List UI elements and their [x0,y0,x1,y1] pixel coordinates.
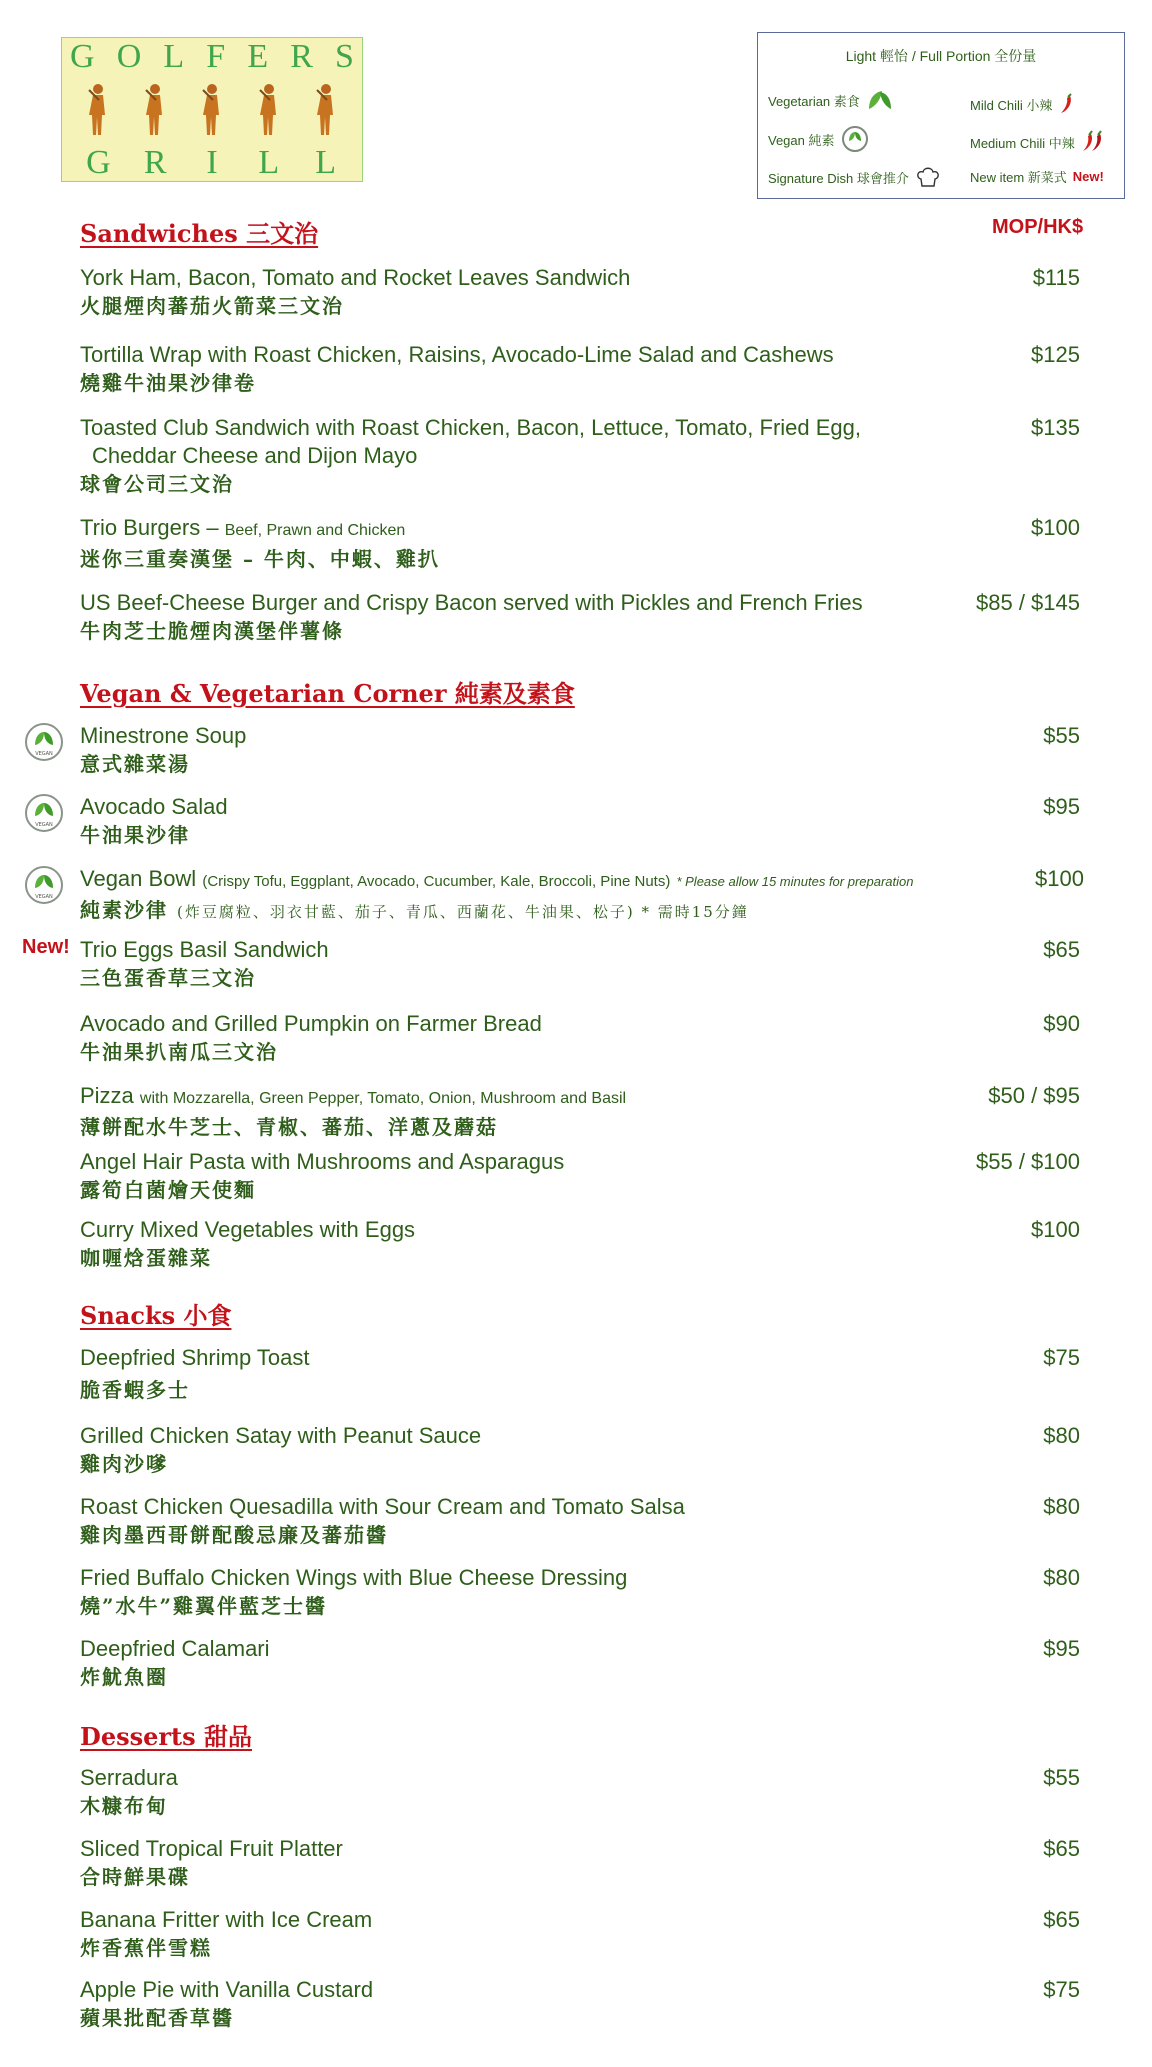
item-price: $55 [1043,723,1080,748]
item-name-en: Serradura [80,1765,178,1790]
item-name-zh: 炸魷魚圈 [80,1665,168,1689]
logo-letter: R [143,144,167,181]
golfer-icon [311,82,341,138]
menu-item [80,1422,1080,1478]
item-name-zh: 球會公司三文治 [80,472,234,496]
item-price: $90 [1043,1011,1080,1036]
golfer-icon [197,82,227,138]
item-name-en: Sliced Tropical Fruit Platter [80,1836,343,1861]
menu-item [80,341,1080,397]
item-name-zh: 三色蛋香草三文治 [80,966,256,990]
item-name-en: Apple Pie with Vanilla Custard [80,1977,374,2002]
item-name-zh: 咖喱焓蛋雜菜 [80,1246,212,1270]
legend-medium-chili: Medium Chili 中辣 [970,130,1107,154]
legend-vegan: Vegan 純素 [768,125,869,153]
golfer-icon [83,82,113,138]
item-price: $115 [1032,265,1080,290]
item-price: $75 [1043,1345,1080,1370]
item-name-en: Avocado and Grilled Pumpkin on Farmer Bread [80,1011,542,1036]
menu-item [80,264,1080,320]
logo-letter: R [290,38,313,75]
item-price: $55 [1043,1765,1080,1790]
logo-letter: L [258,144,280,181]
logo-letter: L [163,38,185,75]
vegan-icon [841,125,869,153]
legend-box [757,32,1125,199]
new-badge: New! [22,936,70,958]
item-price: $135 [1031,415,1080,440]
logo-top-letters [62,38,362,76]
menu-item [80,1148,1080,1204]
logo-letter: G [70,38,95,75]
menu-item [80,589,1080,645]
item-name-zh: 燒”水牛”雞翼伴藍芝士醬 [80,1594,328,1618]
menu-item [80,1976,1080,2032]
legend-new-item: New item 新菜式 New! [970,169,1104,185]
menu-item [80,1010,1080,1066]
item-name-en: Trio Burgers – Beef, Prawn and Chicken [80,515,406,540]
vegan-icon [24,865,64,905]
vegan-icon [24,793,64,833]
svg-text:VEGAN: VEGAN [35,894,53,900]
item-name-zh: 迷你三重奏漢堡 – 牛肉、中蝦、雞扒 [80,547,440,571]
item-name-en: Vegan Bowl (Crispy Tofu, Eggplant, Avocado, Cucumber, Kale, Broccoli, Pine Nuts) * Please allow 15 minutes for preparation [80,866,914,891]
item-price: $55 / $100 [976,1149,1080,1174]
leaf-icon [866,89,894,111]
item-price: $100 [1035,866,1084,891]
item-name-en: Toasted Club Sandwich with Roast Chicken, Bacon, Lettuce, Tomato, Fried Egg, [80,415,862,440]
legend-title: Light 輕怡 / Full Portion 全份量 [845,48,1037,64]
menu-item [80,1906,1080,1962]
menu-item [80,414,1080,498]
item-name-zh: 脆香蝦多士 [80,1378,190,1402]
item-name-en: Trio Eggs Basil Sandwich [80,937,329,962]
menu-item [80,936,1080,992]
item-price: $65 [1043,937,1080,962]
section-title-vegan-vegetarian: Vegan & Vegetarian Corner 純素及素食 [80,679,575,708]
item-name-en: Banana Fritter with Ice Cream [80,1907,373,1932]
menu-item [80,1835,1080,1891]
section-title-snacks: Snacks 小食 [80,1301,232,1330]
item-price: $75 [1043,1977,1080,2002]
item-name-zh: 牛油果扒南瓜三文治 [80,1040,278,1064]
golfer-figures [70,82,354,138]
menu-item [80,1216,1080,1272]
golfer-icon [140,82,170,138]
item-name-zh: 木糠布甸 [80,1794,168,1818]
item-price: $95 [1043,1636,1080,1661]
item-price: $50 / $95 [988,1083,1080,1108]
item-name-en: Deepfried Shrimp Toast [80,1345,310,1370]
logo-letter: S [335,38,354,75]
golfers-grill-logo [61,37,363,182]
logo-letter: E [247,38,269,75]
double-chili-icon [1081,130,1107,154]
item-price: $80 [1043,1565,1080,1590]
item-name-zh: 牛油果沙律 [80,823,190,847]
section-title-sandwiches: Sandwiches 三文治 [80,219,319,248]
item-price: $65 [1043,1907,1080,1932]
vegan-icon [24,722,64,762]
item-name-zh: 雞肉沙嗲 [80,1452,168,1476]
item-name-en: Angel Hair Pasta with Mushrooms and Asparagus [80,1149,565,1174]
item-name-en: Grilled Chicken Satay with Peanut Sauce [80,1423,482,1448]
item-name-zh: 純素沙律 (炸豆腐粒、羽衣甘藍、茄子、青瓜、西蘭花、牛油果、松子) * 需時15分鐘 [80,898,749,922]
item-name-en: Fried Buffalo Chicken Wings with Blue Cheese Dressing [80,1565,628,1590]
menu-item [80,865,1084,926]
chili-icon [1058,93,1076,115]
item-name-zh: 燒雞牛油果沙律卷 [80,371,256,395]
legend-signature: Signature Dish 球會推介 [768,165,941,189]
menu-item [80,1082,1080,1141]
section-title-desserts: Desserts 甜品 [80,1722,252,1751]
item-price: $80 [1043,1423,1080,1448]
item-price: $80 [1043,1494,1080,1519]
logo-letter: I [206,144,218,181]
menu-item [80,514,1080,573]
logo-letter: G [86,144,111,181]
currency-label: MOP/HK$ [992,216,1084,238]
logo-letter: O [116,38,142,75]
logo-letter: L [315,144,336,181]
item-price: $100 [1031,1217,1080,1242]
item-name-en-line2: Cheddar Cheese and Dijon Mayo [92,443,418,468]
logo-bottom-letters [62,144,362,182]
svg-text:VEGAN: VEGAN [35,751,53,757]
item-name-en: Tortilla Wrap with Roast Chicken, Raisins, Avocado-Lime Salad and Cashews [80,342,834,367]
item-name-en: US Beef-Cheese Burger and Crispy Bacon served with Pickles and French Fries [80,590,863,615]
menu-item [80,1493,1080,1549]
menu-item [80,793,1080,849]
item-name-en: Curry Mixed Vegetables with Eggs [80,1217,416,1242]
item-name-en: York Ham, Bacon, Tomato and Rocket Leaves Sandwich [80,265,631,290]
logo-letter: F [206,38,226,75]
item-price: $100 [1031,515,1080,540]
item-name-en: Deepfried Calamari [80,1636,270,1661]
item-name-zh: 牛肉芝士脆煙肉漢堡伴薯條 [80,619,344,643]
item-price: $125 [1031,342,1080,367]
chef-hat-icon [915,165,941,189]
item-name-en: Avocado Salad [80,794,228,819]
menu-item [80,1635,1080,1691]
menu-item [80,722,1080,778]
item-name-zh: 合時鮮果碟 [80,1865,190,1889]
menu-item [80,1344,1080,1404]
item-name-en: Roast Chicken Quesadilla with Sour Cream and Tomato Salsa [80,1494,685,1519]
item-price: $85 / $145 [976,590,1080,615]
menu-item [80,1764,1080,1820]
legend-vegetarian: Vegetarian 素食 [768,89,894,111]
item-name-zh: 火腿煙肉蕃茄火箭菜三文治 [80,294,344,318]
svg-text:VEGAN: VEGAN [35,822,53,828]
item-name-en: Pizza with Mozzarella, Green Pepper, Tomato, Onion, Mushroom and Basil [80,1083,627,1108]
item-name-zh: 露筍白菌燴天使麵 [80,1178,256,1202]
item-name-zh: 炸香蕉伴雪糕 [80,1936,212,1960]
golfer-icon [254,82,284,138]
legend-mild-chili: Mild Chili 小辣 [970,93,1076,115]
item-name-zh: 薄餅配水牛芝士、青椒、蕃茄、洋蔥及蘑菇 [80,1115,498,1139]
item-name-zh: 蘋果批配香草醬 [80,2006,234,2030]
menu-item [80,1564,1080,1620]
item-name-en: Minestrone Soup [80,723,247,748]
item-price: $65 [1043,1836,1080,1861]
item-name-zh: 意式雜菜湯 [80,752,190,776]
item-name-zh: 雞肉墨西哥餅配酸忌廉及蕃茄醬 [80,1523,388,1547]
item-price: $95 [1043,794,1080,819]
